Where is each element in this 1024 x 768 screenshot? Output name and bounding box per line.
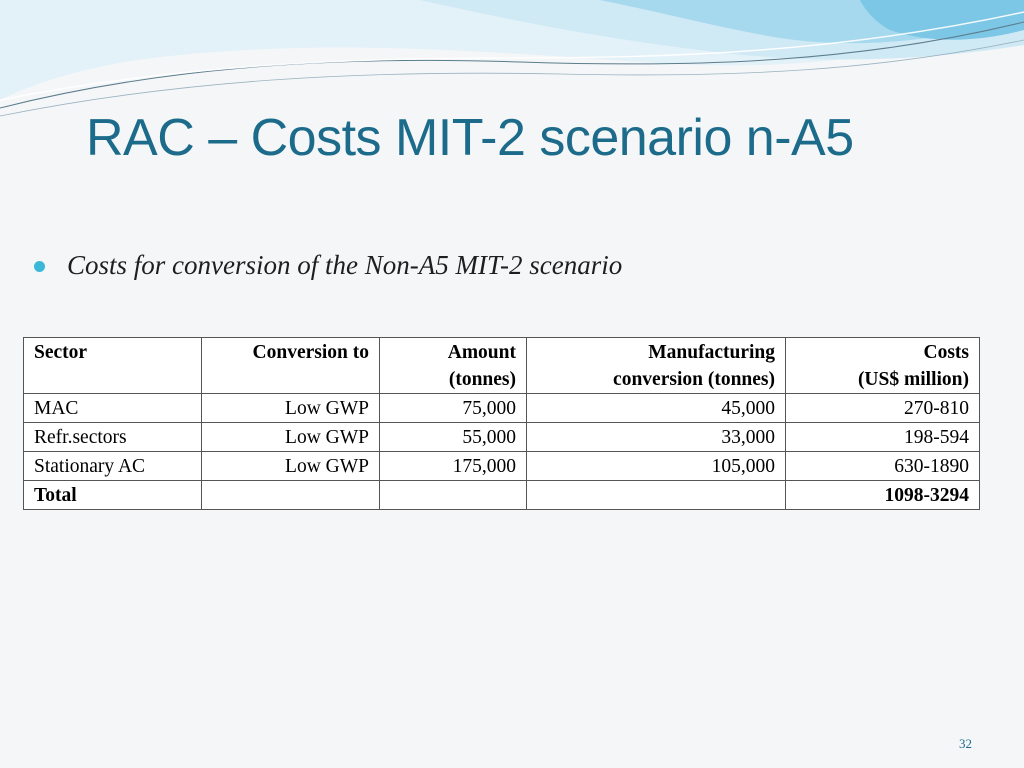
- cell-conversion-to: Low GWP: [202, 423, 380, 452]
- cell-conversion-to: Low GWP: [202, 394, 380, 423]
- cell-manufacturing: 105,000: [527, 452, 786, 481]
- slide-title: RAC – Costs MIT-2 scenario n-A5: [86, 109, 854, 167]
- cell-total-amount: [380, 481, 527, 510]
- cell-costs: 198-594: [786, 423, 980, 452]
- bullet-item: [34, 250, 622, 281]
- table-total-row: [24, 481, 980, 510]
- table-row: [24, 423, 980, 452]
- cell-costs: 270-810: [786, 394, 980, 423]
- cell-amount: 55,000: [380, 423, 527, 452]
- cell-conversion-to: Low GWP: [202, 452, 380, 481]
- cell-sector: Refr.sectors: [24, 423, 202, 452]
- cell-total-label: Total: [24, 481, 202, 510]
- header-sector: Sector: [24, 338, 202, 394]
- page-number: 32: [959, 736, 972, 751]
- header-conversion-to: Conversion to: [202, 338, 380, 394]
- cell-sector: Stationary AC: [24, 452, 202, 481]
- header-costs: Costs (US$ million): [786, 338, 980, 394]
- cell-total-manufacturing: [527, 481, 786, 510]
- table-row: [24, 394, 980, 423]
- cell-total-costs: 1098-3294: [786, 481, 980, 510]
- cell-costs: 630-1890: [786, 452, 980, 481]
- header-amount: Amount (tonnes): [380, 338, 527, 394]
- bullet-icon: [34, 261, 45, 272]
- header-manufacturing-conversion: Manufacturing conversion (tonnes): [527, 338, 786, 394]
- bullet-text: Costs for conversion of the Non-A5 MIT-2 scenario: [67, 250, 623, 280]
- table-row: [24, 452, 980, 481]
- cell-total-conversion: [202, 481, 380, 510]
- table-header-row: [24, 338, 980, 394]
- cell-amount: 75,000: [380, 394, 527, 423]
- cell-sector: MAC: [24, 394, 202, 423]
- cell-manufacturing: 33,000: [527, 423, 786, 452]
- cell-amount: 175,000: [380, 452, 527, 481]
- costs-table: [23, 337, 980, 510]
- cell-manufacturing: 45,000: [527, 394, 786, 423]
